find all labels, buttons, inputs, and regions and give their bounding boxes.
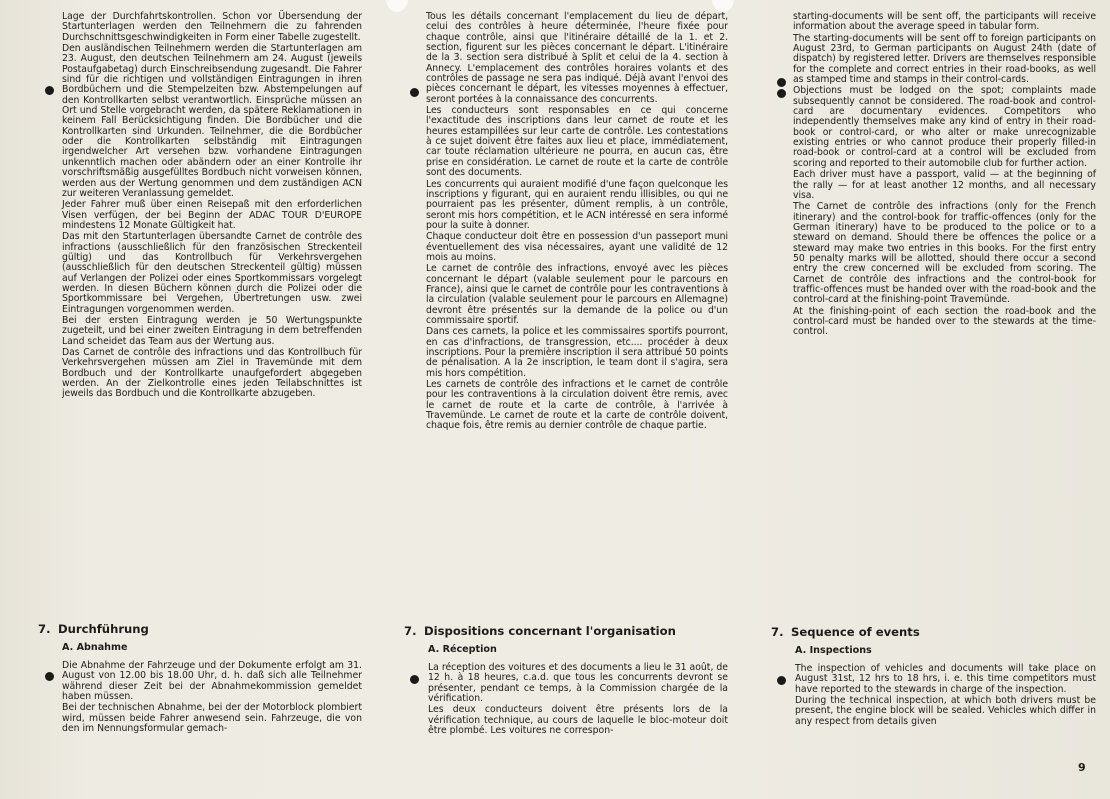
german-paragraph: Das Carnet de contrôle des infractions und das Kontrollbuch für Verkehrsvergehen müssen am Ziel in Travemünde mit dem Bordbuch und der Kontrollkarte unaufgefordert abgegeben werden. An der Zielkontrolle eines jeden Teilabschnittes ist jeweils das Bordbuch und die Kontrollkarte abzugeben.	[62, 347, 362, 400]
margin-bullet-icon	[45, 672, 54, 681]
section-paragraph: The inspection of vehicles and documents will take place on August 31st, 12 hrs to 18 hrs, i. e. this time competitors must have reported to the stewards in charge of the inspection.	[795, 663, 1096, 695]
section-paragraph: Bei der technischen Abnahme, bei der der Motorblock plombiert wird, müssen beide Fahrer anwesend sein. Fahrzeuge, die von den im Nennungsformular gemach-	[62, 702, 362, 735]
french-section-7	[404, 624, 728, 737]
section-title: Sequence of events	[791, 625, 920, 639]
french-paragraph: Dans ces carnets, la police et les commissaires sportifs pourront, en cas d'infractions, de transgression, etc.... procéder à deux inscriptions. Pour la première inscription il sera attribué 50 points de pénalisation. A la 2e inscription, le team dont il s'agira, sera mis hors compétition.	[426, 326, 728, 379]
french-paragraph: Tous les détails concernant l'emplacement du lieu de départ, celui des contrôles à heure déterminée, l'heure fixée pour chaque contrôle, ainsi que l'itinéraire détaillé de la 1. et 2. section, figurent sur les pièces concernant le départ. L'itinéraire de la 3. section sera distribué à Split et celui de la 4. section à Annecy. L'emplacement des contrôles horaires volants et des contrôles de passage ne sera pas indiqué. Déjà avant l'envoi des pièces concernant le départ, les vitesses moyennes à effectuer, seront portées à la connaissance des concurrents.	[426, 11, 728, 105]
german-paragraph: Lage der Durchfahrtskontrollen. Schon vor Übersendung der Startunterlagen werden den Teilnehmern die zu fahrenden Durchschnittsgeschwindigkeiten in Form einer Tabelle zugestellt.	[62, 11, 362, 43]
section-paragraph: Die Abnahme der Fahrzeuge und der Dokumente erfolgt am 31. August von 12.00 bis 18.00 Uhr, d. h. daß sich alle Teilnehmer während dieser Zeit bei der Abnahmekommission gemeldet haben müssen.	[62, 660, 362, 703]
english-text-column	[793, 12, 1096, 339]
french-paragraph: Le carnet de contrôle des infractions, envoyé avec les pièces concernant le départ (valable seulement pour le parcours en France), ainsi que le carnet de contrôle pour les contraventions à la circulation (valable seulement pour le parcours en Allemagne) devront être présentés sur la demande de la police ou d'un commissaire sportif.	[426, 263, 728, 326]
english-paragraph: Each driver must have a passport, valid — at the beginning of the rally — for at least another 12 months, and all necessary visa.	[793, 169, 1096, 201]
german-paragraph: Bei der ersten Eintragung werden je 50 Wertungspunkte zugeteilt, und bei einer zweiten Eintragung in dem betreffenden Land scheidet das Team aus der Wertung aus.	[62, 314, 362, 347]
punch-hole	[386, 0, 408, 12]
german-text-column	[62, 12, 362, 401]
french-paragraph: Les conducteurs sont responsables en ce qui concerne l'exactitude des inscriptions dans leur carnet de route et les heures estampillées sur leur carte de contrôle. Les contestations à ce sujet doivent être faites aux lieu et place, immédiatement, car toute réclamation ultérieure ne pourra, en aucun cas, être prise en considération. Le carnet de route et la carte de contrôle sont des documents.	[426, 105, 728, 179]
french-paragraph: Chaque conducteur doit être en possession d'un passeport muni éventuellement des visa nécessaires, ayant une validité de 12 mois au moins.	[426, 231, 728, 263]
section-paragraph: During the technical inspection, at which both drivers must be present, the engine block will be sealed. Vehicles which differ in any respect from details given	[795, 695, 1096, 727]
margin-bullet-icon	[45, 86, 54, 95]
section-number: 7.	[771, 625, 784, 639]
english-paragraph: The starting-documents will be sent off to foreign participants on August 23rd, to German participants on August 24th (date of dispatch) by registered letter. Drivers are themselves responsible for the complete and correct entries in their road-books, as well as stamped time and stamps in their control-cards.	[793, 32, 1096, 86]
french-text-column	[426, 12, 728, 433]
section-paragraph: La réception des voitures et des documents a lieu le 31 août, de 12 h. à 18 heures, c.a.d. que tous les concurrents devront se présenter, pendant ce temps, à la Commission chargée de la vérification.	[428, 662, 728, 705]
german-section-7	[38, 622, 362, 735]
section-paragraph: Les deux conducteurs doivent être présents lors de la vérification technique, au cours de laquelle le bloc-moteur doit être plombé. Les voitures ne correspon-	[428, 704, 728, 737]
section-subheading: A. Inspections	[795, 645, 872, 656]
section-subheading: A. Réception	[428, 644, 497, 655]
section-heading	[771, 625, 1096, 639]
french-paragraph: Les carnets de contrôle des infractions et le carnet de contrôle pour les contraventions à la circulation doivent être remis, avec le carnet de route et la carte de contrôle, à l'arrivée à Travemünde. Le carnet de route et la carte de contrôle doivent, chaque fois, être remis au dernier contrôle de chaque partie.	[426, 379, 728, 432]
margin-bullet-icon	[410, 675, 419, 684]
section-heading	[38, 622, 362, 636]
english-paragraph: starting-documents will be sent off, the participants will receive information about the average speed in tabular form.	[793, 11, 1096, 33]
margin-bullet-icon	[410, 88, 419, 97]
english-paragraph: The Carnet de contrôle des infractions (only for the French itinerary) and the control-book for traffic-offences (only for the German itinerary) have to be produced to the police or to a steward on demand. Should there be offences the police or a steward may make two entries in this books. For the first entry 50 penalty marks will be allotted, should there occur a second entry the crew concerned will be excluded from scoring. The Carnet de contrôle des infractions and the control-book for traffic-offences must be handed over with the road-book and the control-card at the finishing-point Travemünde.	[793, 201, 1096, 306]
english-paragraph: Objections must be lodged on the spot; complaints made subsequently cannot be considered. The road-book and control-card are documentary evidences. Competitors who independently themselves make any kind of entry in their road-book or control-card, or who alter or make unrecognizable existing entries or who cannot produce their properly filled-in road-book or control-card at a control will be excluded from scoring and reported to their automobile club for further action.	[793, 85, 1096, 169]
section-title: Durchführung	[58, 622, 149, 636]
german-paragraph: Das mit den Startunterlagen übersandte Carnet de contrôle des infractions (ausschließlich für den französischen Streckenteil gültig) und das Kontrollbuch für Verkehrsvergehen (ausschließlich für den deutschen Streckenteil gültig) müssen auf Verlangen der Polizei oder eines Sportkommissars vorgelegt werden. In diesen Büchern können durch die Polizei oder die Sportkommissare bei Vergehen, Übertretungen usw. zwei Eintragungen vorgenommen werden.	[62, 231, 362, 315]
margin-bullet-icon	[777, 89, 786, 98]
section-number: 7.	[404, 624, 417, 638]
page-number: 9	[1078, 761, 1086, 774]
margin-bullet-icon	[777, 78, 786, 87]
section-heading	[404, 624, 728, 638]
section-subheading: A. Abnahme	[62, 642, 128, 653]
german-paragraph: Den ausländischen Teilnehmern werden die Startunterlagen am 23. August, den deutschen Teilnehmern am 24. August (jeweils Postaufgabetag) durch Einschreibsendung zugesandt. Die Fahrer sind für die richtigen und vollständigen Eintragungen in ihren Bordbüchern und die Stempelzeiten bzw. Abstempelungen auf den Kontrollkarten selbst verantwortlich. Einsprüche müssen an Ort und Stelle vorgebracht werden, da spätere Reklamationen in keinem Fall Berücksichtigung finden. Die Bordbücher und die Kontrollkarten sind Urkunden. Teilnehmer, die die Bordbücher oder die Kontrollkarten selbständig mit Eintragungen irgendwelcher Art versehen bzw. vorhandene Eintragungen unkenntlich machen oder abändern oder an einer Kontrolle ihr vorschriftsmäßig ausgefülltes Bordbuch nicht vorweisen können, werden aus der Wertung genommen und dem zuständigen ACN zur weiteren Veranlassung gemeldet.	[62, 43, 362, 199]
section-number: 7.	[38, 622, 51, 636]
english-section-7	[771, 625, 1096, 728]
section-title: Dispositions concernant l'organisation	[424, 624, 676, 638]
margin-bullet-icon	[777, 676, 786, 685]
english-paragraph: At the finishing-point of each section the road-book and the control-card must be handed over to the stewards at the time-control.	[793, 305, 1096, 338]
german-paragraph: Jeder Fahrer muß über einen Reisepaß mit den erforderlichen Visen verfügen, der bei Beginn der ADAC TOUR D'EUROPE mindestens 12 Monate Gültigkeit hat.	[62, 199, 362, 231]
french-paragraph: Les concurrents qui auraient modifié d'une façon quelconque les inscriptions y figurant, qui en auraient rendu illisibles, ou qui ne pourraient pas les présenter, dûment remplis, à un contrôle, seront mis hors compétition, et le ACN intéressé en sera informé pour la suite à donner.	[426, 178, 728, 231]
